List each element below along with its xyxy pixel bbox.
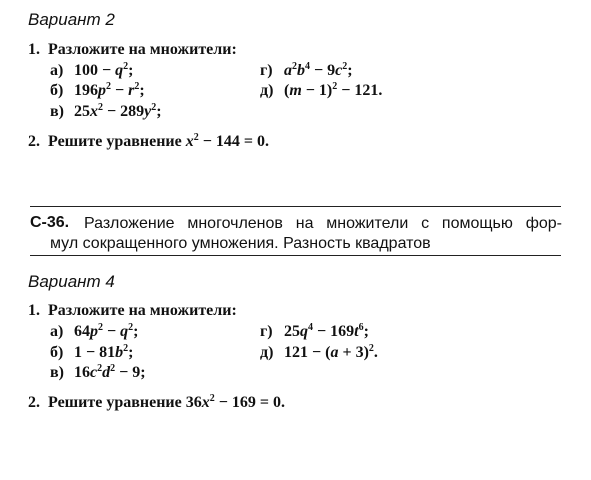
v2-item-b: б) $196p^2 - r^2$; [50,81,145,99]
v4-task1-number: 1. [28,302,40,319]
v4-task1-title [28,302,237,320]
section-top-rule [30,206,561,207]
v2-task1-number: 1. [28,41,40,58]
v4-task1-text: Разложите на множители: [48,302,237,319]
v4-item-b: б) $1 - 81b^2$; [50,343,134,361]
v4-item-c: в) $16c^2d^2 - 9$; [50,363,146,381]
v4-item-a: а) $64p^2 - q^2$; [50,322,139,340]
v2-item-e: д) $(m - 1)^2 - 121$. [260,81,383,99]
section-title-line-2: мул сокращенного умножения. Разность квадратов [50,235,431,252]
variant-4-title: Вариант 4 [28,272,115,291]
v4-item-d: г) $25q^4 - 169t^6$; [260,322,369,340]
v2-item-a: а) $100 - q^2$; [50,61,134,79]
v2-task2: 2. Решите уравнение $x^2 - 144 = 0$. [28,132,269,150]
section-title-line-1: Разложение многочленов на множители с помощью фор- [84,215,562,232]
section-bottom-rule [30,255,561,256]
v2-task1-title [28,41,237,59]
v2-task1-text: Разложите на множители: [48,41,237,58]
v2-item-c: в) $25x^2 - 289y^2$; [50,102,162,120]
v2-item-d: г) $a^2b^4 - 9c^2$; [260,61,353,79]
variant-2-title: Вариант 2 [28,10,115,29]
section-code: С-36. [30,214,70,231]
v4-task2: 2. Решите уравнение $36x^2 - 169 = 0$. [28,393,285,411]
v4-item-e: д) $121 - (a + 3)^2$. [260,343,378,361]
